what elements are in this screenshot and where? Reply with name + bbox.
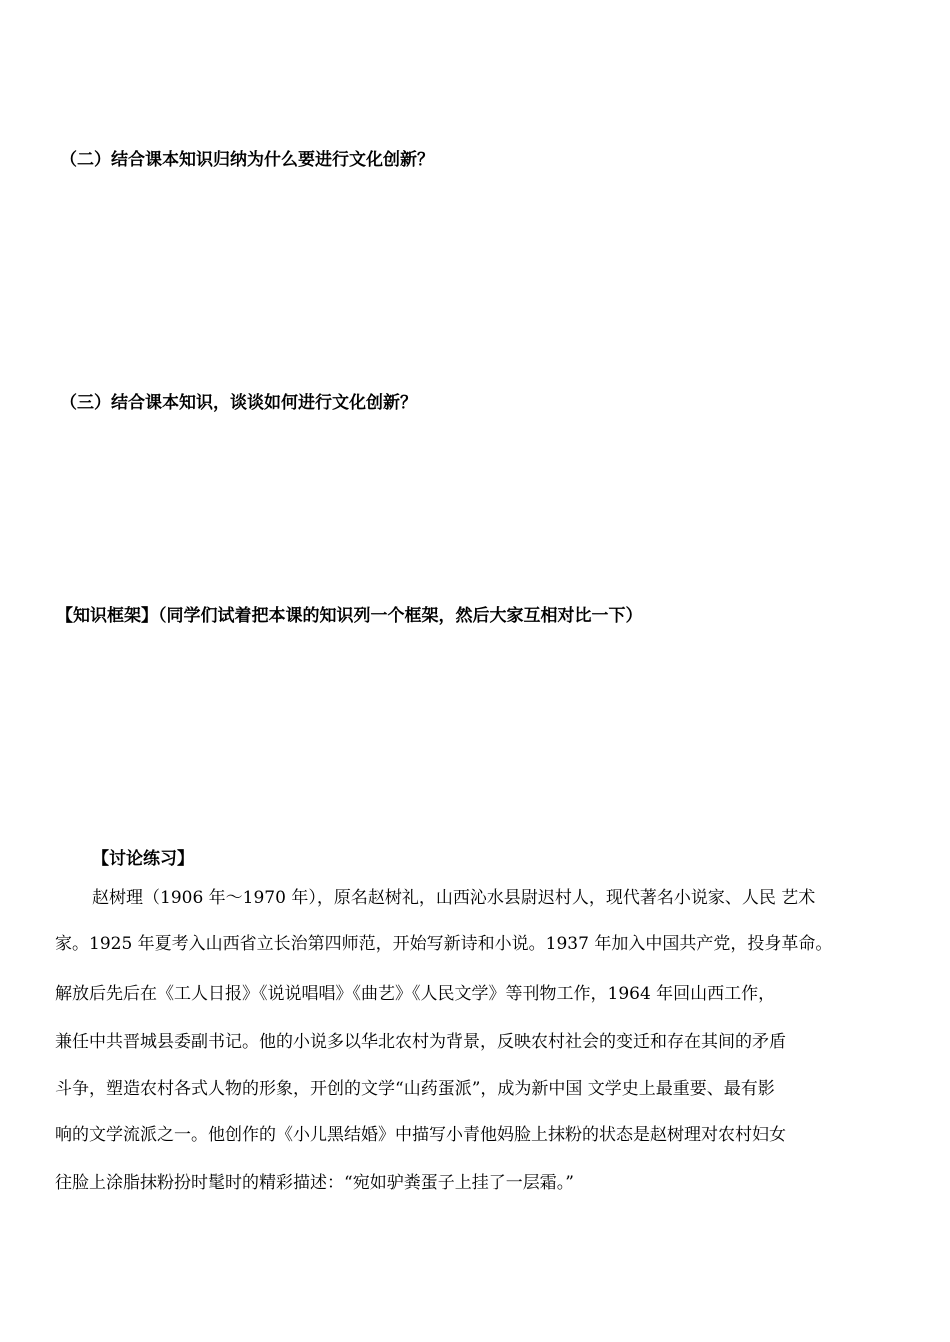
paragraph-line: 解放后先后在《工人日报》《说说唱唱》《曲艺》《人民文学》等刊物工作，1964 年回山西工作， — [55, 984, 776, 1004]
paragraph-line: 响的文学流派之一。他创作的《小儿黑结婚》中描写小青他妈脸上抹粉的状态是赵树理对农村妇女 — [55, 1125, 786, 1145]
paragraph-line: 兼任中共晋城县委副书记。他的小说多以华北农村为背景，反映农村社会的变迁和存在其间的矛盾 — [55, 1032, 786, 1052]
paragraph-line: 家。1925 年夏考入山西省立长治第四师范，开始写新诗和小说。1937 年加入中国共产党，投身革命。 — [55, 934, 833, 954]
knowledge-framework-heading: 【知识框架】（同学们试着把本课的知识列一个框架，然后大家互相对比一下） — [56, 606, 643, 626]
section-heading-2: （二）结合课本知识归纳为什么要进行文化创新？ — [60, 150, 434, 170]
paragraph-line: 赵树理（1906 年～1970 年），原名赵树礼，山西沁水县尉迟村人，现代著名小说家、人民 艺术 — [92, 888, 816, 908]
paragraph-line: 往脸上涂脂抹粉扮时髦时的精彩描述：“宛如驴粪蛋子上挂了一层霜。” — [55, 1173, 574, 1193]
paragraph-line: 斗争，塑造农村各式人物的形象，开创的文学“山药蛋派”，成为新中国 文学史上最重要、最有影 — [55, 1079, 775, 1099]
section-heading-3: （三）结合课本知识，谈谈如何进行文化创新？ — [60, 393, 417, 413]
discussion-heading: 【讨论练习】 — [92, 849, 194, 869]
